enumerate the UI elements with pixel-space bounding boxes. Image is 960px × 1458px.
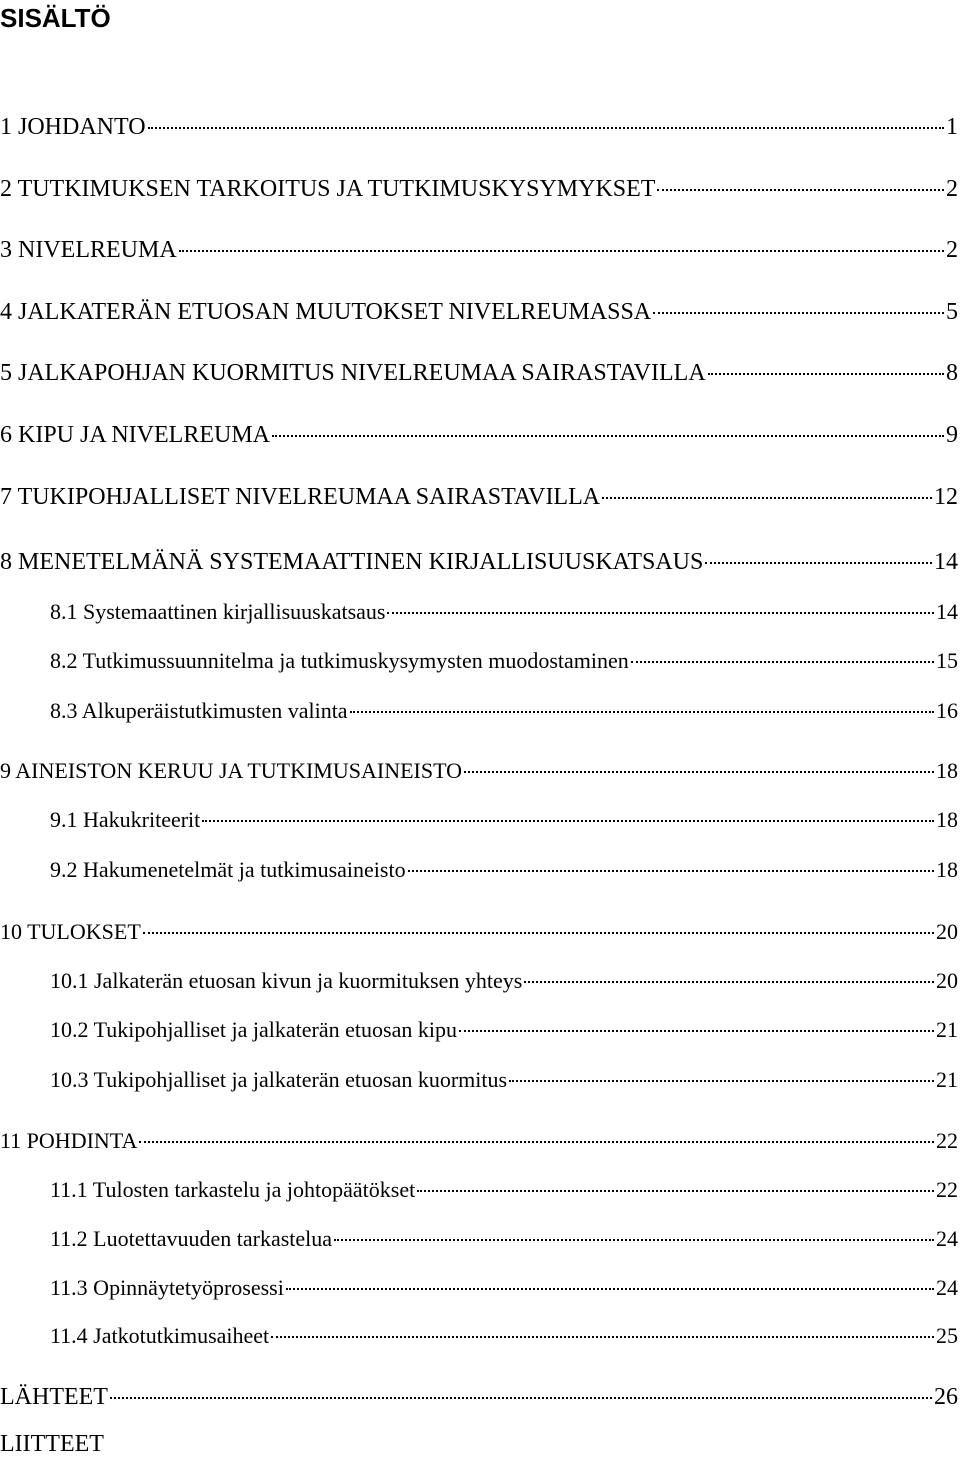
toc-entry-page: 9: [946, 422, 958, 448]
toc-entry[interactable]: [50, 1016, 958, 1044]
toc-leader: [143, 932, 934, 934]
toc-entry[interactable]: [0, 421, 958, 449]
toc-entry-label: 11.4 Jatkotutkimusaiheet: [50, 1323, 270, 1348]
toc-leader: [271, 1336, 934, 1338]
toc-entry-label: LÄHTEET: [0, 1384, 108, 1410]
toc-entry-page: 8: [946, 360, 958, 386]
toc-entry-label: 5 JALKAPOHJAN KUORMITUS NIVELREUMAA SAIRASTAVILLA: [0, 360, 706, 386]
toc-entry-label: 10.3 Tukipohjalliset ja jalkaterän etuosan kuormitus: [50, 1067, 508, 1092]
toc-entry[interactable]: [0, 236, 958, 264]
toc-entry[interactable]: [50, 1322, 958, 1350]
toc-entry-label: 11.1 Tulosten tarkastelu ja johtopäätökset: [50, 1177, 416, 1202]
toc-leader: [417, 1190, 934, 1192]
toc-entry-page: 15: [936, 648, 958, 673]
toc-leader: [139, 1141, 934, 1143]
toc-leader: [179, 250, 944, 252]
toc-entry-page: 16: [936, 698, 958, 723]
toc-entry-page: 14: [934, 549, 958, 575]
toc-entry[interactable]: [50, 1066, 958, 1094]
toc-entry-label: 10 TULOKSET: [0, 919, 141, 944]
toc-entry-page: 20: [936, 968, 958, 993]
toc-entry-label: 8.2 Tutkimussuunnitelma ja tutkimuskysymysten muodostaminen: [50, 648, 629, 673]
toc-entry-label: 8.1 Systemaattinen kirjallisuuskatsaus: [50, 599, 386, 624]
toc-entry-label: 11 POHDINTA: [0, 1128, 138, 1153]
toc-entry-label: 8 MENETELMÄNÄ SYSTEMAATTINEN KIRJALLISUUSKATSAUS: [0, 549, 704, 575]
toc-entry[interactable]: [50, 1225, 958, 1253]
toc-entry-page: 22: [936, 1177, 958, 1202]
toc-entry-page: 18: [936, 807, 958, 832]
toc-leader: [334, 1239, 934, 1241]
toc-entry[interactable]: [50, 1176, 958, 1204]
toc-entry-page: 24: [936, 1226, 958, 1251]
toc-entry-page: 25: [936, 1323, 958, 1348]
toc-leader: [602, 497, 932, 499]
toc-entry-label: 2 TUTKIMUKSEN TARKOITUS JA TUTKIMUSKYSYMYKSET: [0, 176, 656, 202]
toc-entry-page: 1: [946, 114, 958, 140]
toc-entry-page: 21: [936, 1017, 958, 1042]
toc-entry-page: 24: [936, 1275, 958, 1300]
toc-entry-label: 1 JOHDANTO: [0, 114, 146, 140]
toc-entry[interactable]: [50, 1274, 958, 1302]
toc-entry-page: 5: [946, 299, 958, 325]
toc-entry-page: 2: [946, 237, 958, 263]
toc-leader: [708, 373, 944, 375]
toc-entry[interactable]: [50, 967, 958, 995]
toc-entry[interactable]: [0, 175, 958, 203]
toc-entry-page: 18: [936, 758, 958, 783]
toc-entry-page: 26: [934, 1384, 958, 1410]
toc-leader: [464, 771, 934, 773]
toc-leader: [272, 435, 944, 437]
toc-leader: [408, 870, 934, 872]
toc-leader: [350, 711, 934, 713]
toc-entry[interactable]: [0, 918, 958, 946]
toc-entry-page: 18: [936, 857, 958, 882]
toc-entry-label: 4 JALKATERÄN ETUOSAN MUUTOKSET NIVELREUMASSA: [0, 299, 652, 325]
toc-entry[interactable]: [50, 856, 958, 884]
toc-leader: [705, 562, 932, 564]
toc-entry[interactable]: [50, 598, 958, 626]
toc-entry-page: 14: [936, 599, 958, 624]
toc-entry-label: 10.1 Jalkaterän etuosan kivun ja kuormituksen yhteys: [50, 968, 523, 993]
toc-entry[interactable]: [0, 548, 958, 576]
page-title: SISÄLTÖ: [0, 3, 111, 33]
toc-entry[interactable]: [0, 757, 958, 785]
toc-entry-label: 3 NIVELREUMA: [0, 237, 177, 263]
toc-entry-label: 7 TUKIPOHJALLISET NIVELREUMAA SAIRASTAVILLA: [0, 484, 601, 510]
toc-entry-page: 21: [936, 1067, 958, 1092]
toc-leader: [286, 1288, 934, 1290]
toc-leader: [148, 127, 944, 129]
toc-entry[interactable]: [50, 806, 958, 834]
toc-entry-page: 22: [936, 1128, 958, 1153]
toc-entry-label: 6 KIPU JA NIVELREUMA: [0, 422, 270, 448]
toc-leader: [653, 312, 944, 314]
toc-entry-label: 11.2 Luotettavuuden tarkastelua: [50, 1226, 333, 1251]
toc-leader: [459, 1030, 934, 1032]
toc-entry-label: 9 AINEISTON KERUU JA TUTKIMUSAINEISTO: [0, 758, 463, 783]
toc-entry-label: 11.3 Opinnäytetyöprosessi: [50, 1275, 284, 1300]
toc-entry[interactable]: [0, 1383, 958, 1411]
toc-entry-label: 9.2 Hakumenetelmät ja tutkimusaineisto: [50, 857, 406, 882]
toc-entry[interactable]: [0, 298, 958, 326]
toc-leader: [509, 1080, 934, 1082]
toc-leader: [110, 1397, 932, 1399]
toc-entry-page: 2: [946, 176, 958, 202]
toc-leader: [202, 820, 934, 822]
toc-leader: [657, 189, 944, 191]
toc-leader: [387, 612, 934, 614]
toc-entry-label: 8.3 Alkuperäistutkimusten valinta: [50, 698, 348, 723]
toc-entry[interactable]: [0, 359, 958, 387]
toc-entry-label: 10.2 Tukipohjalliset ja jalkaterän etuosan kipu: [50, 1017, 457, 1042]
toc-entry-label: 9.1 Hakukriteerit: [50, 807, 201, 832]
toc-leader: [524, 981, 934, 983]
toc-entry[interactable]: [50, 647, 958, 675]
toc-entry[interactable]: [0, 113, 958, 141]
toc-entry-page: 20: [936, 919, 958, 944]
toc-entry[interactable]: [50, 697, 958, 725]
toc-entry[interactable]: [0, 483, 958, 511]
toc-leader: [631, 661, 934, 663]
toc-entry[interactable]: [0, 1127, 958, 1155]
toc-entry-page: 12: [934, 484, 958, 510]
toc-entry-liitteet[interactable]: LIITTEET: [0, 1431, 104, 1457]
